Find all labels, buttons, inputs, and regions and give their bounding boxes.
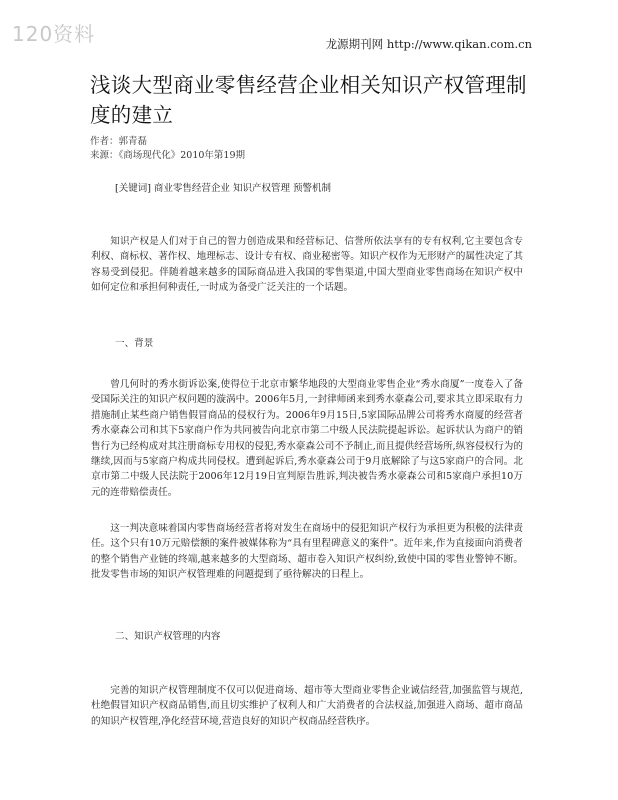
section-heading-ip-management: 二、知识产权管理的内容: [115, 631, 221, 642]
background-paragraph-2: 这一判决意味着国内零售商场经营者将对发生在商场中的侵犯知识产权行为承担更为积极的法律责任。这个只有10万元赔偿额的案件被媒体称为“具有里程碑意义的案件”。近年来,作为直接面向消费者的整个销售产业链的终端,越来越多的大型商场、超市卷入知识产权纠纷,致使中国的零售业警钟不断。批发零售市场的知识产权管理难的问题提到了亟待解决的日程上。: [91, 523, 523, 581]
intro-paragraph: 知识产权是人们对于自己的智力创造成果和经营标记、信誉所依法享有的专有权利,它主要包含专利权、商标权、著作权、地理标志、设计专有权、商业秘密等。知识产权作为无形财产的属性决定了其容易受到侵犯。伴随着越来越多的国际商品进入我国的零售渠道,中国大型商业零售商场在知识产权中如何定位和承担何种责任,一时成为备受广泛关注的一个话题。: [91, 236, 523, 294]
watermark: 120资料: [12, 22, 96, 46]
author-line: 作者：郭青磊: [90, 136, 148, 147]
background-paragraph-1: 曾几何时的秀水街诉讼案,使得位于北京市繁华地段的大型商业零售企业“秀水商厦”一度卷入了备受国际关注的知识产权问题的漩涡中。2006年5月,一封律师函来到秀水豪森公司,要求其立即采取有力措施制止某些商户销售假冒商品的侵权行为。2006年9月15日,5家国际品牌公司将秀水商厦的经营者秀水豪森公司和其下5家商户作为共同被告向北京市第二中级人民法院提起诉讼。起诉状认为商户的销售行为已经构成对其注册商标专用权的侵犯,秀水豪森公司不予制止,而且提供经营场所,纵容侵权行为的继续,因而与5家商户构成共同侵权。遭到起诉后,秀水豪森公司于9月底解除了与这5家商户的合同。北京市第二中级人民法院于2006年12月19日宣判原告胜诉,判决被告秀水豪森公司和5家商户承担10万元的连带赔偿责任。: [91, 379, 523, 498]
source-line: 来源：《商场现代化》2010年第19期: [90, 150, 246, 161]
section-heading-background: 一、背景: [115, 338, 154, 349]
article-title: 浅谈大型商业零售经营企业相关知识产权管理制度的建立: [90, 73, 527, 127]
ip-management-paragraph: 完善的知识产权管理制度不仅可以促进商场、超市等大型商业零售企业诚信经营,加强监管与规范,杜绝假冒知识产权商品销售,而且切实维护了权利人和广大消费者的合法权益,加强进入商场、超市商品的知识产权管理,净化经营环境,营造良好的知识产权商品经营秩序。: [91, 685, 523, 727]
journal-source-header: 龙源期刊网 http://www.qikan.com.cn: [325, 37, 532, 51]
keywords-line: [关键词] 商业零售经营企业 知识产权管理 预警机制: [115, 183, 331, 194]
